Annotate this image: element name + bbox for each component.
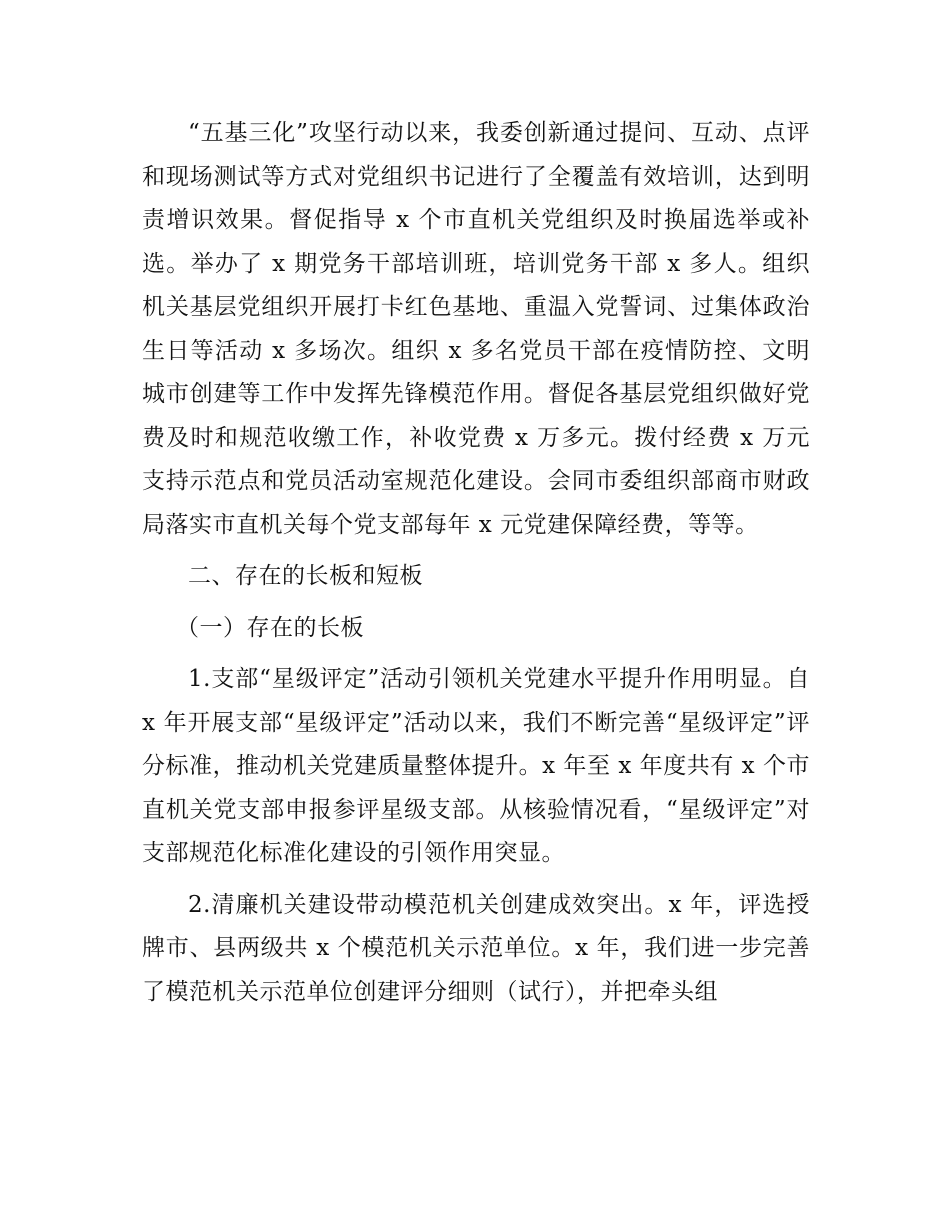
subsection-heading-strengths: （一）存在的长板 [176, 614, 364, 641]
document-body [142, 112, 810, 1014]
paragraph-achievements: “五基三化”攻坚行动以来，我委创新通过提问、互动、点评和现场测试等方式对党组织书记进行了全覆盖有效培训，达到明责增识效果。督促指导 x 个市直机关党组织及时换届选举或补选。举办了 x 期党务干部培训班，培训党务干部 x 多人。组织机关基层党组织开展打卡红色基地、重温入党誓词、过集体政治生日等活动 x 多场次。组织 x 多名党员干部在疫情防控、文明城市创建等工作中发挥先锋模范作用。督促各基层党组织做好党费及时和规范收缴工作，补收党费 x 万多元。拨付经费 x 万元支持示范点和党员活动室规范化建设。会同市委组织部商市财政局落实市直机关每个党支部每年 x 元党建保障经费，等等。 [142, 120, 810, 538]
paragraph-star-rating: 1.支部“星级评定”活动引领机关党建水平提升作用明显。自 x 年开展支部“星级评定”活动以来，我们不断完善“星级评定”评分标准，推动机关党建质量整体提升。x 年至 x 年度共有 x 个市直机关党支部申报参评星级支部。从核验情况看，“星级评定”对支部规范化标准化建设的引领作用突显。 [142, 666, 810, 866]
paragraph-clean-organs: 2.清廉机关建设带动模范机关创建成效突出。x 年，评选授牌市、县两级共 x 个模范机关示范单位。x 年，我们进一步完善了模范机关示范单位创建评分细则（试行），并把牵头组 [142, 891, 810, 1005]
section-heading-strengths-weaknesses: 二、存在的长板和短板 [188, 563, 423, 589]
